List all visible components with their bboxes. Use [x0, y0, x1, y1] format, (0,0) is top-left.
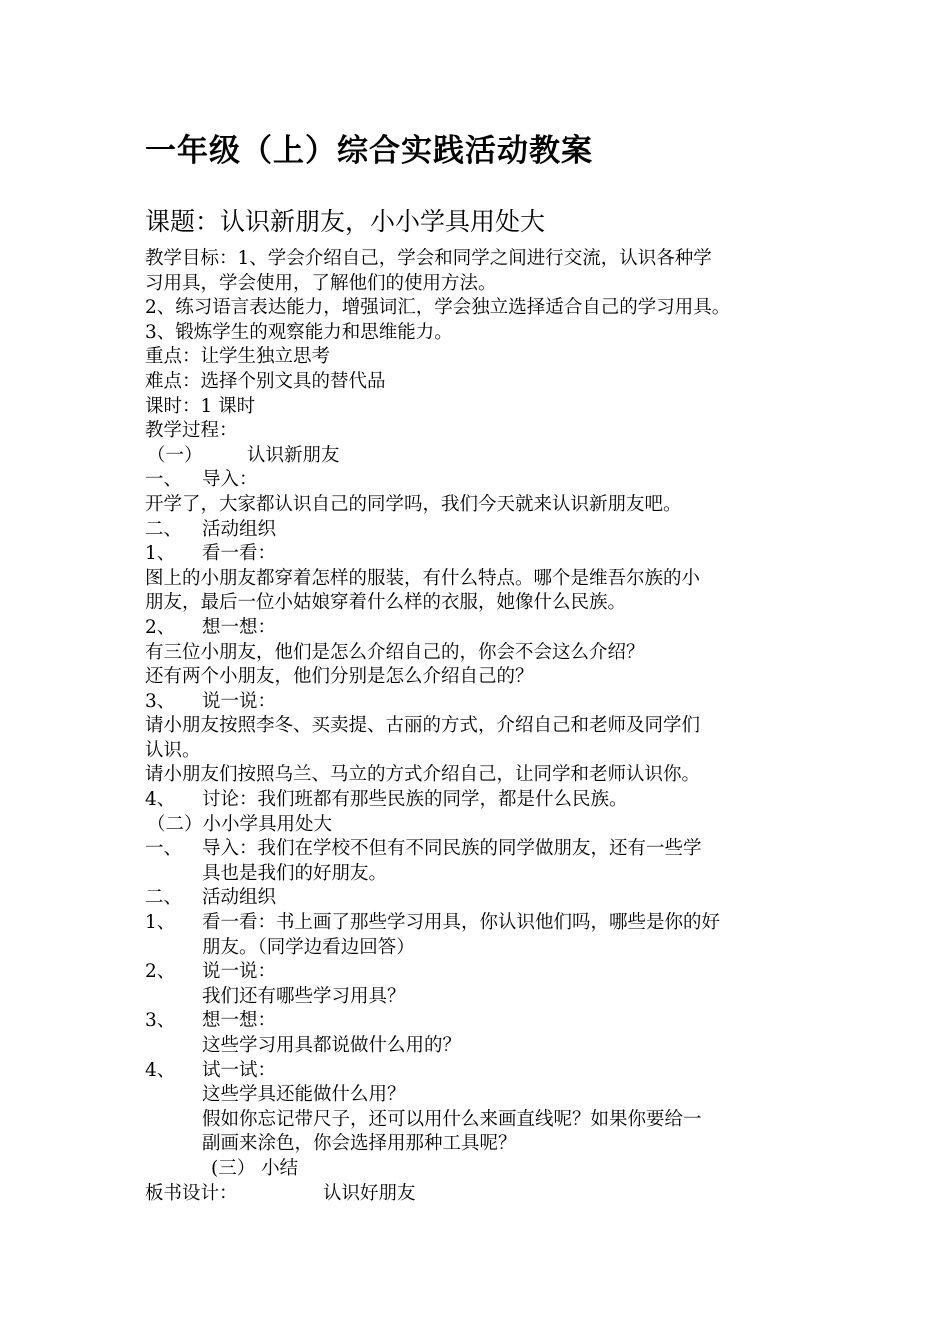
part2-step2-title: 活动组织: [202, 887, 277, 909]
objectives-line-4: 3、锻炼学生的观察能力和思维能力。: [145, 321, 453, 343]
part1-header: [145, 444, 825, 469]
part1-activity3-number: 3、: [145, 690, 176, 712]
part1-activity2-line-1: 有三位小朋友，他们是怎么介绍自己的，你会不会这么介绍？: [145, 641, 645, 663]
part2-activity3: [145, 1009, 825, 1034]
part2-activity4: [145, 1059, 825, 1084]
part2-step2-number: 二、: [145, 887, 183, 909]
objectives-line-3: 2、练习语言表达能力，增强词汇，学会独立选择适合自己的学习用具。: [145, 297, 731, 319]
part2-activity2-title: 说一说：: [202, 961, 277, 983]
part2-header: （二）小小学具用处大: [147, 813, 333, 835]
part2-activity4-line-3: 副画来涂色，你会选择用那种工具呢？: [202, 1133, 517, 1155]
part2-step1: [145, 837, 825, 862]
lesson-topic: 课题：认识新朋友，小小学具用处大: [145, 207, 546, 236]
document-body: [145, 247, 825, 1206]
part1-activity1: [145, 542, 825, 567]
part1-step2-title: 活动组织: [202, 518, 277, 540]
part2-activity1-line-1: 看一看：书上画了那些学习用具，你认识他们吗，哪些是你的好: [202, 912, 721, 934]
key-point: 重点：让学生独立思考: [145, 346, 331, 368]
objectives-line-2: 习用具，学会使用，了解他们的使用方法。: [145, 272, 497, 294]
part1-step2-number: 二、: [145, 518, 183, 540]
part1-step1: [145, 468, 825, 493]
part1-step1-text: 开学了，大家都认识自己的同学吗，我们今天就来认识新朋友吧。: [145, 493, 682, 515]
part2-step1-number: 一、: [145, 838, 183, 860]
part1-activity1-line-2: 朋友，最后一位小姑娘穿着什么样的衣服，她像什么民族。: [145, 592, 627, 614]
part2-activity2: [145, 960, 825, 985]
part2-activity3-title: 想一想：: [202, 1010, 277, 1032]
part1-activity4-text: 讨论：我们班都有那些民族的同学，都是什么民族。: [202, 789, 628, 811]
part1-activity2: [145, 616, 825, 641]
part1-activity2-line-2: 还有两个小朋友，他们分别是怎么介绍自己的？: [145, 666, 534, 688]
part1-activity3-line-3: 请小朋友们按照乌兰、马立的方式介绍自己，让同学和老师认识你。: [145, 764, 701, 786]
part2-activity3-text: 这些学习用具都说做什么用的？: [202, 1035, 462, 1056]
part2-step1-line-2: 具也是我们的好朋友。: [202, 862, 388, 884]
part2-activity2-text: 我们还有哪些学习用具？: [202, 985, 406, 1007]
board-design-label: 板书设计：: [145, 1182, 238, 1204]
process-label: 教学过程：: [145, 420, 238, 442]
part1-title: 认识新朋友: [247, 444, 340, 466]
lesson-hours: 课时：1 课时: [145, 395, 256, 417]
part1-activity3-line-1: 请小朋友按照李冬、买卖提、古丽的方式，介绍自己和老师及同学们: [145, 715, 701, 737]
part1-marker: （一）: [147, 444, 203, 466]
board-design: [145, 1182, 825, 1207]
board-design-text: 认识好朋友: [323, 1182, 416, 1204]
part2-activity2-number: 2、: [145, 961, 176, 983]
part1-activity3: [145, 690, 825, 715]
part1-activity4: [145, 788, 825, 813]
part1-step1-number: 一、: [145, 469, 183, 491]
part2-activity1: [145, 911, 825, 936]
part1-step2: [145, 518, 825, 543]
part2-activity4-line-2: 假如你忘记带尺子，还可以用什么来画直线呢？如果你要给一: [202, 1108, 702, 1130]
document-title: 一年级（上）综合实践活动教案: [145, 133, 593, 169]
difficulty: 难点：选择个别文具的替代品: [145, 370, 386, 392]
part1-activity1-number: 1、: [145, 543, 176, 565]
part2-step1-line-1: 导入：我们在学校不但有不同民族的同学做朋友，还有一些学: [202, 838, 702, 860]
part2-activity1-line-2: 朋友。（同学边看边回答）: [202, 936, 415, 958]
part1-activity2-number: 2、: [145, 616, 176, 638]
part1-step1-title: 导入：: [202, 469, 258, 491]
part1-activity2-title: 想一想：: [202, 616, 277, 638]
part2-step2: [145, 886, 825, 911]
part1-activity4-number: 4、: [145, 789, 176, 811]
part1-activity3-title: 说一说：: [202, 690, 277, 712]
part3-header: (三） 小结: [211, 1157, 299, 1179]
part2-activity1-number: 1、: [145, 912, 176, 934]
part2-activity3-number: 3、: [145, 1010, 176, 1032]
part2-activity4-number: 4、: [145, 1059, 176, 1081]
objectives-line-1: 教学目标：1、学会介绍自己，学会和同学之间进行交流，认识各种学: [145, 248, 712, 269]
part2-activity4-line-1: 这些学具还能做什么用？: [202, 1084, 406, 1106]
part1-activity3-line-2: 认识。: [145, 739, 201, 761]
part1-activity1-title: 看一看：: [202, 543, 277, 565]
part2-activity4-title: 试一试：: [202, 1059, 277, 1081]
part1-activity1-line-1: 图上的小朋友都穿着怎样的服装，有什么特点。哪个是维吾尔族的小: [145, 567, 701, 589]
